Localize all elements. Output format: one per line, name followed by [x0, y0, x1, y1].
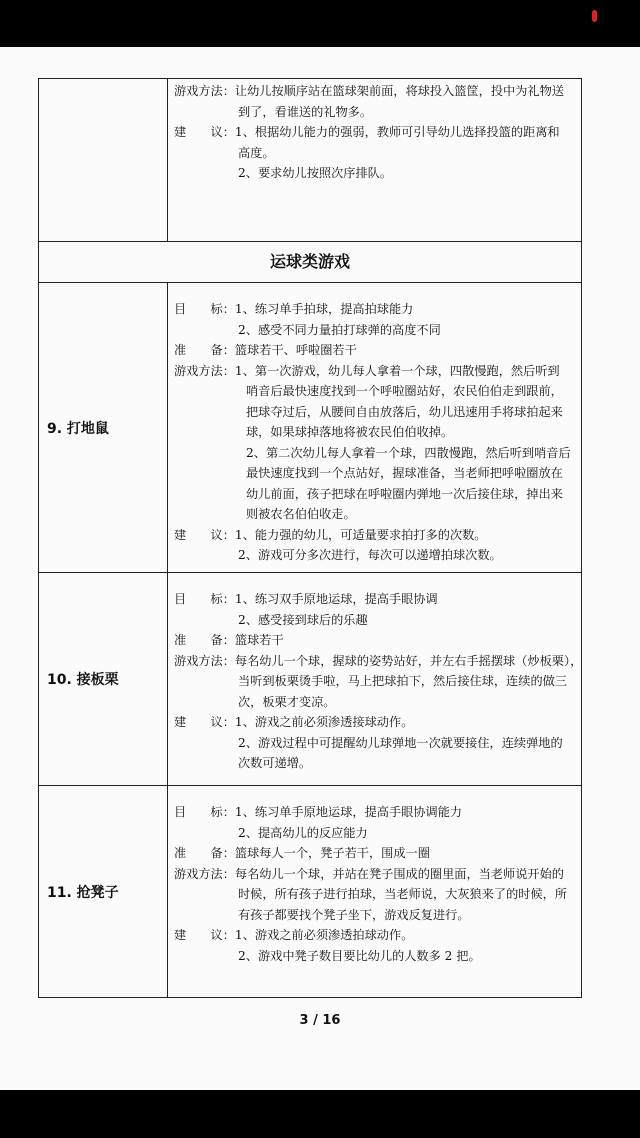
table-row	[39, 786, 582, 998]
text-line: 高度。	[238, 145, 275, 160]
game-name: 10. 接板栗	[39, 573, 168, 786]
text-line: 则被农名伯伯收走。	[246, 507, 356, 521]
text-line: 准 备：篮球每人一个，凳子若干，围成一圈	[174, 846, 430, 860]
text-line: 2、感受不同力量拍打球弹的高度不同	[238, 322, 441, 337]
text-line: 目 标：1、练习单手原地运球，提高手眼协调能力	[174, 805, 463, 819]
row-label-empty	[39, 79, 168, 242]
row-content	[168, 573, 582, 786]
text-line: 准 备：篮球若干	[174, 633, 284, 647]
text-line: 游戏方法：每名幼儿一个球，握球的姿势站好，并左右手摇摆球（炒板栗），	[174, 653, 583, 668]
text-line: 游戏方法：1、第一次游戏，幼儿每人拿着一个球，四散慢跑，然后听到	[174, 363, 560, 378]
text-line: 2、提高幼儿的反应能力	[238, 825, 368, 840]
status-bar	[0, 0, 640, 47]
text-line: 2、感受接到球后的乐趣	[238, 612, 368, 627]
text-line: 幼儿前面，孩子把球在呼啦圈内弹地一次后接住球，掉出来	[246, 486, 563, 501]
table-row	[39, 573, 582, 786]
text-line: 目 标：1、练习单手拍球，提高拍球能力	[174, 302, 414, 316]
text-line: 2、第二次幼儿每人拿着一个球，四散慢跑，然后听到哨音后	[246, 445, 571, 460]
text-line: 时候，所有孩子进行拍球，当老师说，大灰狼来了的时候，所	[238, 887, 568, 901]
bottom-bar	[0, 1090, 640, 1138]
section-title: 运球类游戏	[39, 242, 582, 283]
text-line: 2、游戏过程中可提醒幼儿球弹地一次就要接住，连续弹地的	[238, 735, 563, 750]
text-line: 游戏方法：让幼儿按顺序站在篮球架前面，将球投入篮筐，投中为礼物送	[174, 84, 564, 98]
text-line: 建 议：1、根据幼儿能力的强弱，教师可引导幼儿选择投篮的距离和	[174, 125, 560, 139]
text-line: 建 议：1、游戏之前必须渗透拍球动作。	[174, 928, 414, 942]
text-line: 哨音后最快速度找到一个呼啦圈站好，农民伯伯走到跟前，	[246, 384, 563, 398]
text-line: 次，板栗才变凉。	[238, 694, 336, 709]
text-line: 次数可递增。	[238, 756, 312, 770]
game-name: 9. 打地鼠	[39, 283, 168, 573]
table-row	[39, 79, 582, 242]
text-line: 到了，看谁送的礼物多。	[238, 104, 373, 119]
text-line: 建 议：1、游戏之前必须渗透接球动作。	[174, 715, 414, 729]
game-name: 11. 抢凳子	[39, 786, 168, 998]
text-line: 建 议：1、能力强的幼儿，可适量要求拍打多的次数。	[174, 527, 487, 542]
text-line: 有孩子都要找个凳子坐下，游戏反复进行。	[238, 907, 470, 922]
text-line: 2、要求幼儿按照次序排队。	[238, 166, 393, 180]
table-row	[39, 283, 582, 573]
text-line: 目 标：1、练习双手原地运球，提高手眼协调	[174, 592, 438, 606]
page-number: 3 / 16	[299, 1013, 341, 1028]
row-content	[168, 283, 582, 573]
text-line: 游戏方法：每名幼儿一个球，并站在凳子围成的圈里面，当老师说开始的	[174, 866, 564, 881]
text-line: 当听到板栗烫手啦，马上把球拍下，然后接住球，连续的做三	[238, 674, 568, 688]
text-line: 2、游戏可分多次进行，每次可以递增拍球次数。	[238, 548, 502, 562]
text-line: 准 备：篮球若干、呼啦圈若干	[174, 343, 357, 357]
text-line: 最快速度找到一个点站好，握球准备，当老师把呼啦圈放在	[246, 466, 563, 480]
text-line: 球，如果球掉落地将被农民伯伯收掉。	[246, 425, 454, 439]
row-content	[168, 786, 582, 998]
text-line: 把球夺过后，从腰间自由放落后，幼儿迅速用手将球拍起来	[246, 404, 563, 419]
activity-table	[38, 78, 582, 998]
recording-indicator-icon	[592, 10, 597, 22]
section-row	[39, 242, 582, 283]
text-line: 2、游戏中凳子数目要比幼儿的人数多 2 把。	[238, 948, 481, 963]
row-content	[168, 79, 582, 242]
